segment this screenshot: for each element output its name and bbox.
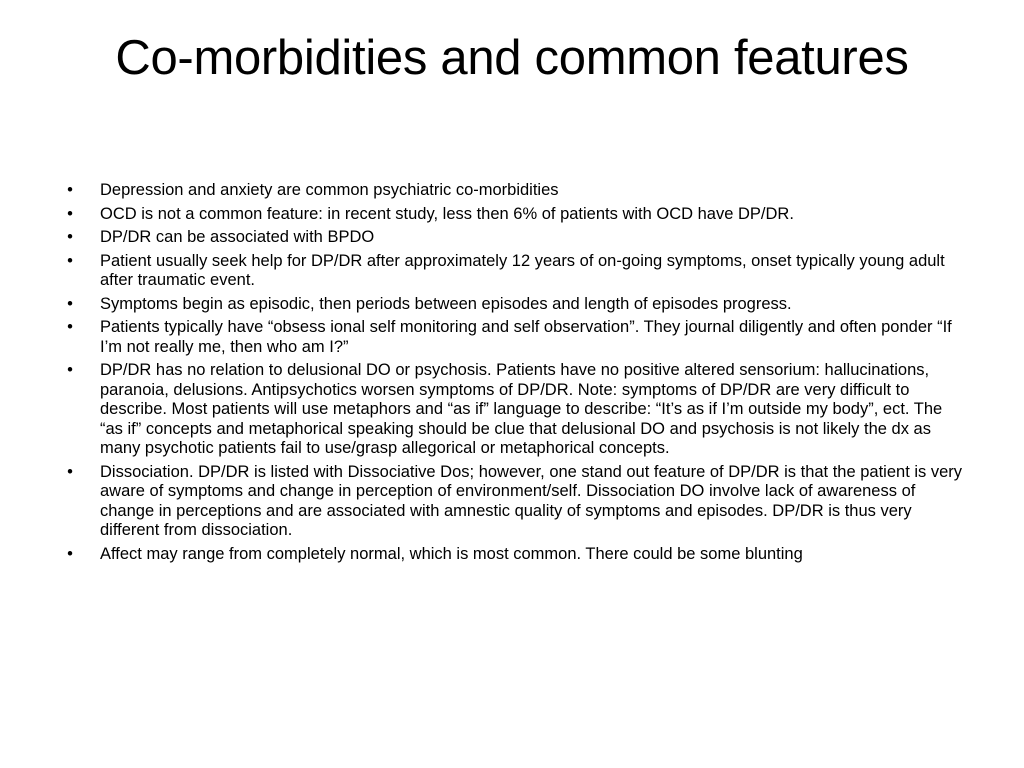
slide-title: Co-morbidities and common features [115,31,909,85]
bullet-marker: • [67,318,73,336]
bullet-marker: • [67,204,73,223]
bullet-text: Dissociation. DP/DR is listed with Dissociative Dos; however, one stand out feature of DP/DR is that the patient is very aware of symptoms and change in perception of environment/self. Dissociation DO involve lack of awareness of change in perceptions and are associated with amnestic quality of symptoms and episodes. DP/DR is thus very different from dissociation. [100,462,963,539]
bullet-item [60,318,968,357]
bullet-marker: • [67,544,73,563]
bullet-item [60,361,968,459]
bullet-item [60,181,968,201]
bullet-marker: • [67,181,73,199]
bullet-item [60,545,968,565]
bullet-text: Depression and anxiety are common psychiatric co-morbidities [100,181,559,199]
bullet-text: DP/DR has no relation to delusional DO or psychosis. Patients have no positive altered sensorium: hallucinations, paranoia, delusions. Antipsychotics worsen symptoms of DP/DR. Note: symptoms of DP/DR are very difficult to describe. Most patients will use metaphors and “as if” language to describe: “It’s as if I’m outside my body”, ect. The “as if” concepts and metaphorical speaking should be clue that delusional DO and psychosis is not likely the dx as many psychotic patients fail to use/grasp allegorical or metaphorical concepts. [100,361,943,457]
bullet-marker: • [67,294,73,313]
bullet-item [60,205,968,225]
bullet-marker: • [67,361,73,379]
bullet-text: Affect may range from completely normal, which is most common. There could be some blunting [100,544,803,563]
bullet-text: OCD is not a common feature: in recent study, less then 6% of patients with OCD have DP/DR. [100,204,794,223]
bullet-item [60,295,968,315]
bullet-marker: • [67,251,73,270]
bullet-text: Symptoms begin as episodic, then periods between episodes and length of episodes progress. [100,294,792,313]
bullet-marker: • [67,462,73,481]
bullet-text: Patients typically have “obsess ional self monitoring and self observation”. They journal diligently and often ponder “If I’m not really me, then who am I?” [100,318,952,356]
bullet-text: DP/DR can be associated with BPDO [100,228,375,246]
bullet-text: Patient usually seek help for DP/DR after approximately 12 years of on-going symptoms, onset typically young adult after traumatic event. [100,251,945,289]
bullet-item [60,252,968,291]
bullet-item [60,463,968,541]
bullet-marker: • [67,228,73,246]
bullet-list [60,181,968,568]
bullet-item [60,228,968,248]
